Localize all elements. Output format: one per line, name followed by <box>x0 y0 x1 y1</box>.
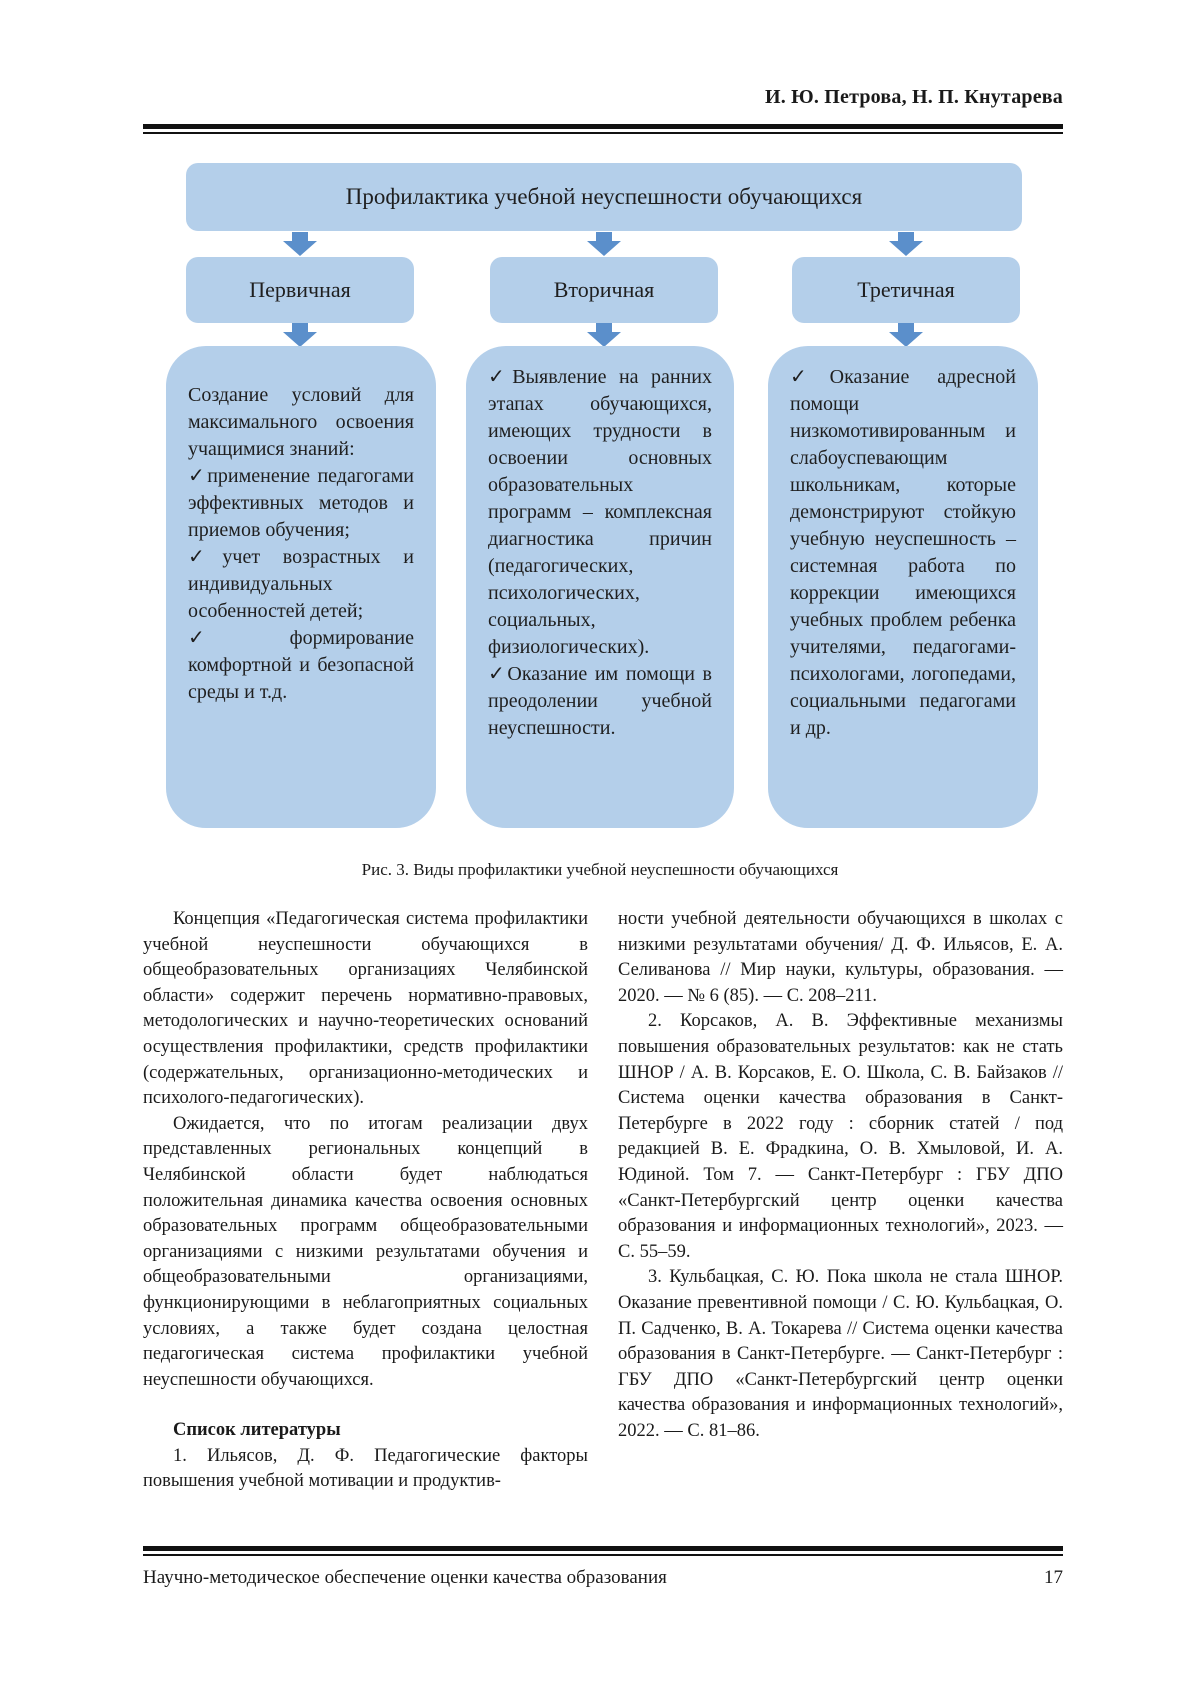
right-column <box>618 907 1063 1444</box>
arrow-down-icon <box>587 232 621 256</box>
arrow-down-icon <box>889 323 923 347</box>
primary-description-line: Создание условий для максимального освоения учащимися знаний: <box>188 384 414 460</box>
tertiary-description-line: ✓Оказание адресной помощи низкомотивированным и слабоуспевающим школьникам, которые демонстрируют стойкую учебную неуспешность – системная работа по коррекции имеющихся учебных проблем ребенка учителями, педагогами-психологами, логопедами, социальными педагогами и др. <box>790 366 1016 739</box>
level-tertiary-box: Третичная <box>792 257 1020 323</box>
tertiary-description-box <box>768 346 1038 828</box>
footer-rule-thin <box>143 1554 1063 1556</box>
primary-description-line: ✓формирование комфортной и безопасной среды и т.д. <box>188 627 414 703</box>
body-paragraph: Концепция «Педагогическая система профилактики учебной неуспешности обучающихся в общеобразовательных организациях Челябинской области» содержит перечень нормативно-правовых, методологических и научно-теоретических оснований осуществления профилактики, средств профилактики (содержательных, организационно-методических и психолого-педагогических). <box>143 909 588 1109</box>
reference-item: 1. Ильясов, Д. Ф. Педагогические факторы повышения учебной мотивации и продуктив- <box>143 1445 588 1492</box>
page-number: 17 <box>1044 1567 1063 1588</box>
secondary-description-line: ✓Оказание им помощи в преодолении учебной неуспешности. <box>488 663 712 739</box>
primary-description-line: ✓учет возрастных и индивидуальных особенностей детей; <box>188 546 414 622</box>
primary-description-box <box>166 346 436 828</box>
footer-journal-title: Научно-методическое обеспечение оценки качества образования <box>143 1567 667 1588</box>
primary-description-line: ✓применение педагогами эффективных методов и приемов обучения; <box>188 465 414 541</box>
reference-item: 2. Корсаков, А. В. Эффективные механизмы повышения образовательных результатов: как не стать ШНОР / А. В. Корсаков, Е. О. Школа, С. В. Байзаков // Система оценки качества образования в Санкт-Петербурге в 2022 году : сборник статей / под редакцией В. Е. Фрадкина, О. В. Хмыловой, И. А. Юдиной. Том 7. — Санкт-Петербург : ГБУ ДПО «Санкт-Петербургский центр оценки качества образования и информационных технологий», 2023. — С. 55–59. <box>618 1011 1063 1262</box>
figure-caption: Рис. 3. Виды профилактики учебной неуспешности обучающихся <box>361 860 839 879</box>
arrow-down-icon <box>587 323 621 347</box>
reference-item-continued: ности учебной деятельности обучающихся в школах с низкими результатами обучения/ Д. Ф. Ильясов, Е. А. Селиванова // Мир науки, культуры, образования. — 2020. — № 6 (85). — С. 208–211. <box>618 909 1063 1006</box>
diagram-title-box: Профилактика учебной неуспешности обучающихся <box>186 163 1022 231</box>
references-title: Список литературы <box>173 1420 341 1441</box>
body-paragraph: Ожидается, что по итогам реализации двух представленных региональных концепций в Челябинской области будет наблюдаться положительная динамика качества освоения основных образовательных программ общеобразовательными организациями с низкими результатами обучения и общеобразовательными организациями, функционирующими в неблагоприятных социальных условиях, а также будет создана целостная педагогическая система профилактики учебной неуспешности обучающихся. <box>143 1113 588 1390</box>
secondary-description-line: ✓Выявление на ранних этапах обучающихся, имеющих трудности в освоении основных образовательных программ – комплексная диагностика причин (педагогических, психологических, социальных, физиологических). <box>488 366 712 658</box>
secondary-description-box <box>466 346 734 828</box>
footer-rule <box>143 1546 1063 1551</box>
arrow-down-icon <box>889 232 923 256</box>
running-header-authors: И. Ю. Петрова, Н. П. Кнутарева <box>764 86 1063 108</box>
arrow-down-icon <box>283 232 317 256</box>
arrow-down-icon <box>283 323 317 347</box>
level-primary-box: Первичная <box>186 257 414 323</box>
left-column <box>143 907 588 1495</box>
reference-item: 3. Кульбацкая, С. Ю. Пока школа не стала ШНОР. Оказание превентивной помощи / С. Ю. Кульбацкая, О. П. Садченко, В. А. Токарева // Система оценки качества образования в Санкт-Петербурге. — Санкт-Петербург : ГБУ ДПО «Санкт-Петербургский центр оценки качества образования и информационных технологий», 2022. — С. 81–86. <box>618 1267 1063 1441</box>
level-secondary-box: Вторичная <box>490 257 718 323</box>
